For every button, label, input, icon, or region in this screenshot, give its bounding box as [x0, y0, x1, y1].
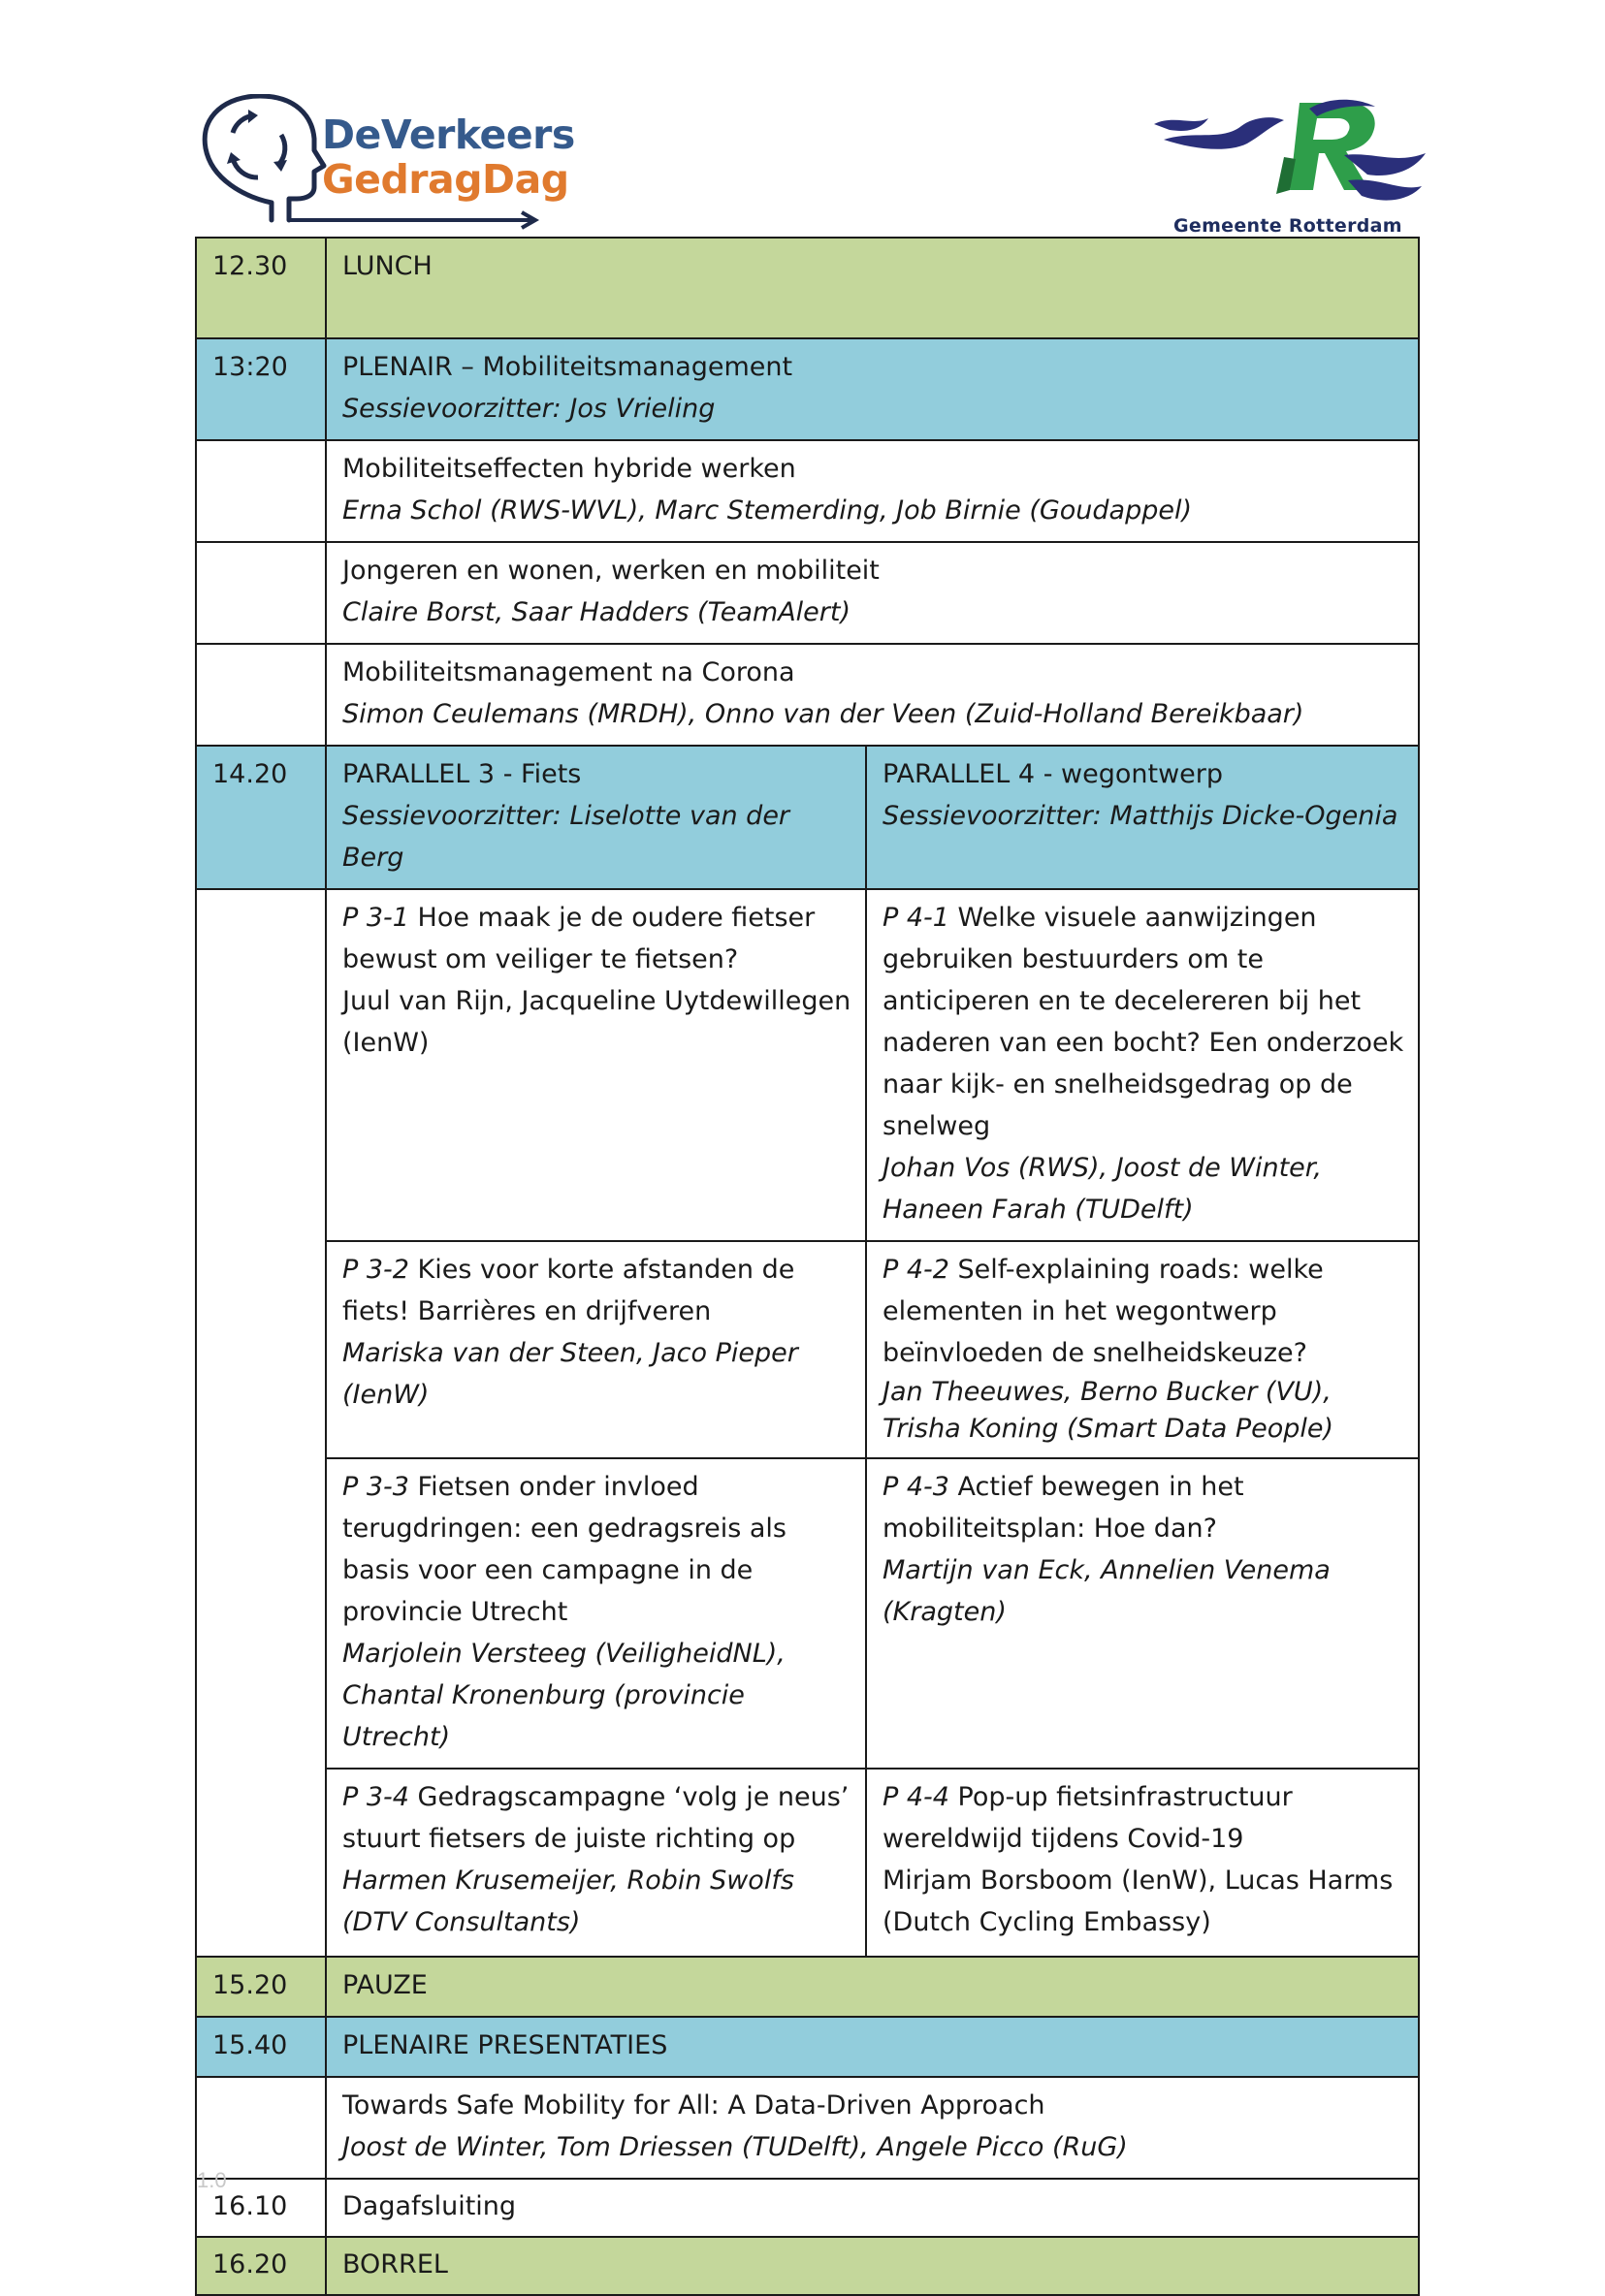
deverkeersgedragdag-logo — [194, 94, 575, 239]
parallel-talk-row — [196, 889, 1419, 1241]
talk-speakers: Marjolein Versteeg (VeiligheidNL), Chantal Kronenburg (provincie Utrecht) — [342, 1639, 786, 1752]
time-cell: 16.20 — [196, 2237, 326, 2295]
session-title: PAUZE — [326, 1957, 1419, 2017]
talk-title: Gedragscampagne ‘volg je neus’ stuurt fietsers de juiste richting op — [342, 1782, 850, 1854]
talk-title: Pop-up fietsinfrastructuur wereldwijd tijdens Covid-19 — [883, 1782, 1293, 1854]
parallel-3-talk — [326, 1769, 866, 1957]
talk-row — [196, 440, 1419, 542]
talk-speakers: Harmen Krusemeijer, Robin Swolfs (DTV Consultants) — [342, 1866, 794, 1937]
talk-code: P 4-2 — [883, 1255, 958, 1285]
parallel-4-talk — [866, 889, 1419, 1241]
talk-code: P 3-2 — [342, 1255, 418, 1285]
talk-speakers: Joost de Winter, Tom Driessen (TUDelft), Angele Picco (RuG) — [342, 2132, 1128, 2162]
talk-code: P 4-1 — [883, 903, 958, 933]
talk-speakers: Mariska van der Steen, Jaco Pieper (IenW) — [342, 1338, 798, 1410]
talk-code: P 3-4 — [342, 1782, 418, 1812]
lunch-row — [196, 238, 1419, 338]
parallel-talk-row — [196, 1241, 1419, 1458]
session-title: BORREL — [326, 2237, 1419, 2295]
parallel-3-chair: Sessievoorzitter: Liselotte van der Berg — [342, 801, 790, 873]
schedule-table — [195, 237, 1420, 2296]
parallel-4-header — [866, 746, 1419, 889]
session-title: Dagafsluiting — [326, 2179, 1419, 2237]
brand-line-1: DeVerkeers — [322, 112, 575, 158]
talk-title: Mobiliteitsmanagement na Corona — [342, 657, 795, 687]
talk-title: Mobiliteitseffecten hybride werken — [342, 454, 796, 484]
time-cell: 15.40 — [196, 2017, 326, 2077]
gemeente-rotterdam-logo — [1154, 97, 1426, 240]
parallel-3-talk — [326, 1458, 866, 1769]
parallel-3-talk — [326, 1241, 866, 1458]
talk-speakers: Juul van Rijn, Jacqueline Uytdewillegen (IenW) — [342, 986, 851, 1058]
pauze-row — [196, 1957, 1419, 2017]
talk-speakers: Erna Schol (RWS-WVL), Marc Stemerding, Job Birnie (Goudappel) — [342, 495, 1193, 526]
plenair-header-row — [196, 338, 1419, 440]
time-cell: 12.30 — [196, 238, 326, 338]
page-number: 1.0 — [197, 2168, 227, 2192]
empty-time-cell — [196, 440, 326, 542]
time-cell: 16.10 — [196, 2179, 326, 2237]
talk-title: Self-explaining roads: welke elementen in het wegontwerp beïnvloeden de snelheidskeuze? — [883, 1255, 1324, 1368]
talk-code: P 4-3 — [883, 1472, 958, 1502]
talk-title: Actief bewegen in het mobiliteitsplan: Hoe dan? — [883, 1472, 1244, 1544]
talk-row — [196, 542, 1419, 644]
parallel-4-talk — [866, 1241, 1419, 1458]
talk-row — [196, 2077, 1419, 2179]
talk-cell — [326, 440, 1419, 542]
talk-code: P 3-3 — [342, 1472, 418, 1502]
parallel-3-title: PARALLEL 3 - Fiets — [342, 759, 582, 789]
talk-title: Welke visuele aanwijzingen gebruiken bestuurders om te anticiperen en te decelereren bij het naderen van een bocht? Een onderzoek naar kijk- en snelheidsgedrag op de snelweg — [883, 903, 1404, 1141]
session-chair: Sessievoorzitter: Jos Vrieling — [342, 394, 716, 424]
time-cell: 14.20 — [196, 746, 326, 889]
session-title: PLENAIR – Mobiliteitsmanagement — [342, 352, 793, 382]
empty-time-cell — [196, 2077, 326, 2179]
talk-code: P 4-4 — [883, 1782, 958, 1812]
time-cell: 13:20 — [196, 338, 326, 440]
talk-title: Fietsen onder invloed terugdringen: een gedragsreis als basis voor een campagne in de provincie Utrecht — [342, 1472, 786, 1627]
talk-title: Kies voor korte afstanden de fiets! Barrières en drijfveren — [342, 1255, 795, 1326]
empty-time-cell — [196, 889, 326, 1957]
talk-title: Hoe maak je de oudere fietser bewust om veiliger te fietsen? — [342, 903, 816, 974]
parallel-3-header — [326, 746, 866, 889]
session-title: LUNCH — [326, 238, 1419, 338]
talk-speakers: Claire Borst, Saar Hadders (TeamAlert) — [342, 597, 851, 627]
parallel-4-title: PARALLEL 4 - wegontwerp — [883, 759, 1223, 789]
talk-title: Jongeren en wonen, werken en mobiliteit — [342, 556, 880, 586]
rotterdam-r-lion-icon — [1154, 97, 1426, 213]
talk-cell — [326, 644, 1419, 746]
talk-cell — [326, 2077, 1419, 2179]
talk-row — [196, 644, 1419, 746]
closing-row — [196, 2179, 1419, 2237]
plenaire-header-row — [196, 2017, 1419, 2077]
parallel-3-talk — [326, 889, 866, 1241]
empty-time-cell — [196, 644, 326, 746]
talk-speakers: Simon Ceulemans (MRDH), Onno van der Veen (Zuid-Holland Bereikbaar) — [342, 699, 1304, 729]
city-name: Gemeente Rotterdam — [1173, 215, 1402, 237]
parallel-4-chair: Sessievoorzitter: Matthijs Dicke-Ogenia — [883, 801, 1398, 831]
parallel-4-talk — [866, 1458, 1419, 1769]
parallel-4-talk — [866, 1769, 1419, 1957]
time-cell: 15.20 — [196, 1957, 326, 2017]
empty-time-cell — [196, 542, 326, 644]
talk-cell — [326, 542, 1419, 644]
parallel-talk-row — [196, 1769, 1419, 1957]
talk-speakers: Johan Vos (RWS), Joost de Winter, Haneen Farah (TUDelft) — [883, 1153, 1323, 1225]
talk-speakers: Martijn van Eck, Annelien Venema (Kragten) — [883, 1555, 1331, 1627]
brand-line-2: GedragDag — [322, 156, 569, 203]
parallel-header-row — [196, 746, 1419, 889]
parallel-talk-row — [196, 1458, 1419, 1769]
session-header — [326, 338, 1419, 440]
talk-title: Towards Safe Mobility for All: A Data-Driven Approach — [342, 2090, 1045, 2121]
session-title: PLENAIRE PRESENTATIES — [326, 2017, 1419, 2077]
talk-code: P 3-1 — [342, 903, 418, 933]
talk-speakers: Jan Theeuwes, Berno Bucker (VU), Trisha Koning (Smart Data People) — [883, 1377, 1334, 1444]
borrel-row — [196, 2237, 1419, 2295]
talk-speakers: Mirjam Borsboom (IenW), Lucas Harms (Dutch Cycling Embassy) — [883, 1866, 1394, 1937]
